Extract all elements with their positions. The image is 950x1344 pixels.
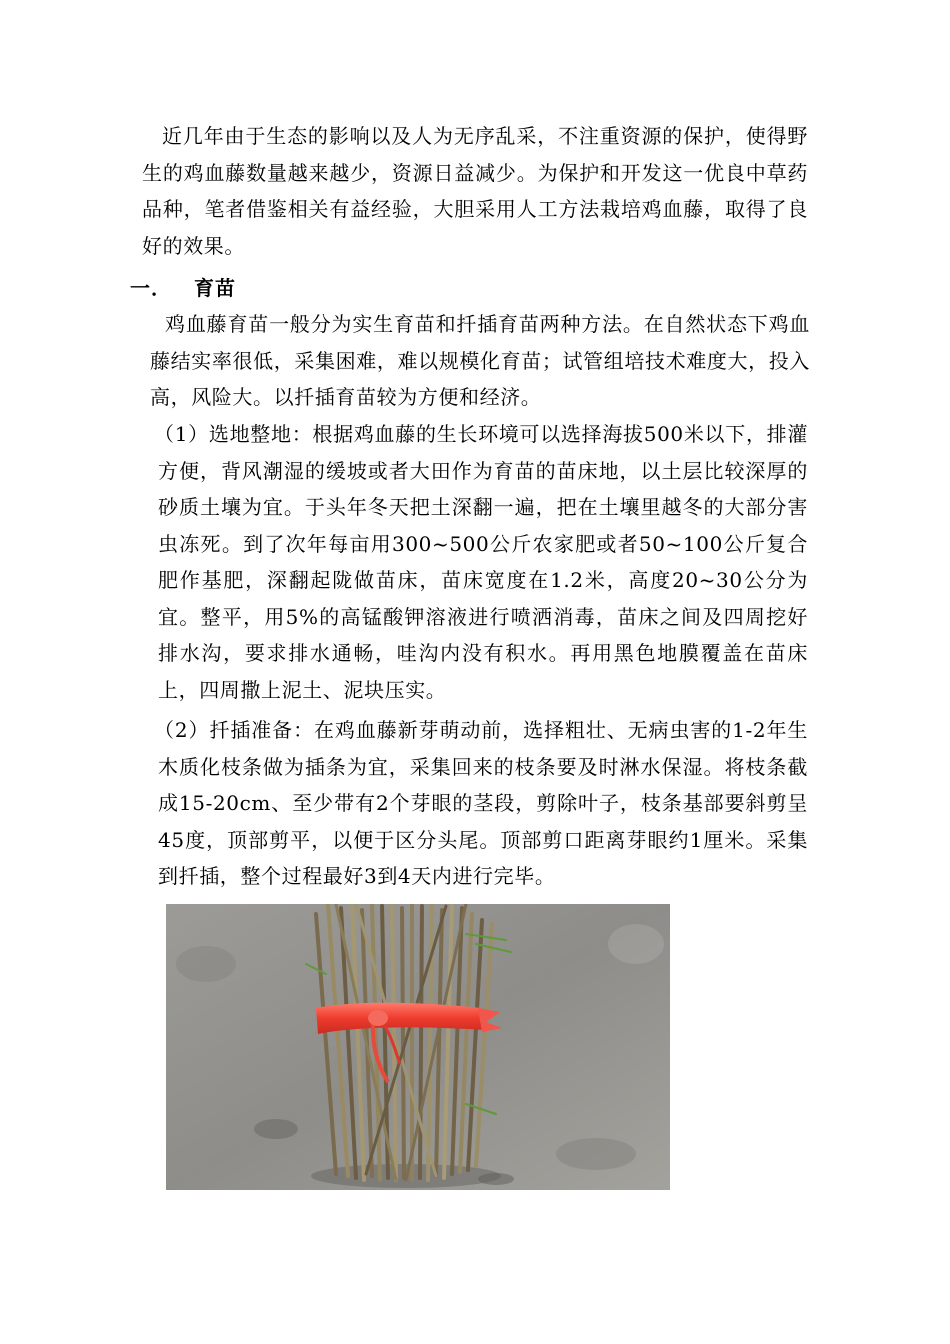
cutting-prep-paragraph: （2）扦插准备：在鸡血藤新芽萌动前，选择粗壮、无病虫害的1-2年生木质化枝条做为插条为宜，采集回来的枝条要及时淋水保湿。将枝条截成15-20cm、至少带有2个芽眼的茎段，剪除叶子，枝条基部要斜剪呈45度，顶部剪平，以便于区分头尾。顶部剪口距离芽眼约1厘米。采集到扦插，整个过程最好3到4天内进行完毕。 — [154, 718, 808, 888]
section-title: 育苗 — [194, 276, 236, 300]
intro-paragraph: 近几年由于生态的影响以及人为无序乱采，不注重资源的保护，使得野生的鸡血藤数量越来越少，资源日益减少。为保护和开发这一优良中草药品种，笔者借鉴相关有益经验，大胆采用人工方法栽培鸡血藤，取得了良好的效果。 — [142, 124, 808, 258]
seedling-intro-paragraph: 鸡血藤育苗一般分为实生育苗和扦插育苗两种方法。在自然状态下鸡血藤结实率很低，采集困难，难以规模化育苗；试管组培技术难度大，投入高，风险大。以扦插育苗较为方便和经济。 — [150, 312, 810, 409]
section-heading — [130, 270, 236, 306]
cuttings-bundle-photo — [166, 904, 670, 1190]
site-prep-paragraph: （1）选地整地：根据鸡血藤的生长环境可以选择海拔500米以下，排灌方便，背风潮湿的缓坡或者大田作为育苗的苗床地，以土层比较深厚的砂质土壤为宜。于头年冬天把土深翻一遍，把在土壤里越冬的大部分害虫冻死。到了次年每亩用300~500公斤农家肥或者50~100公斤复合肥作基肥，深翻起陇做苗床，苗床宽度在1.2米，高度20~30公分为宜。整平，用5%的高锰酸钾溶液进行喷洒消毒，苗床之间及四周挖好排水沟，要求排水通畅，哇沟内没有积水。再用黑色地膜覆盖在苗床上，四周撒上泥土、泥块压实。 — [154, 422, 808, 702]
section-number: 一． — [130, 276, 172, 300]
